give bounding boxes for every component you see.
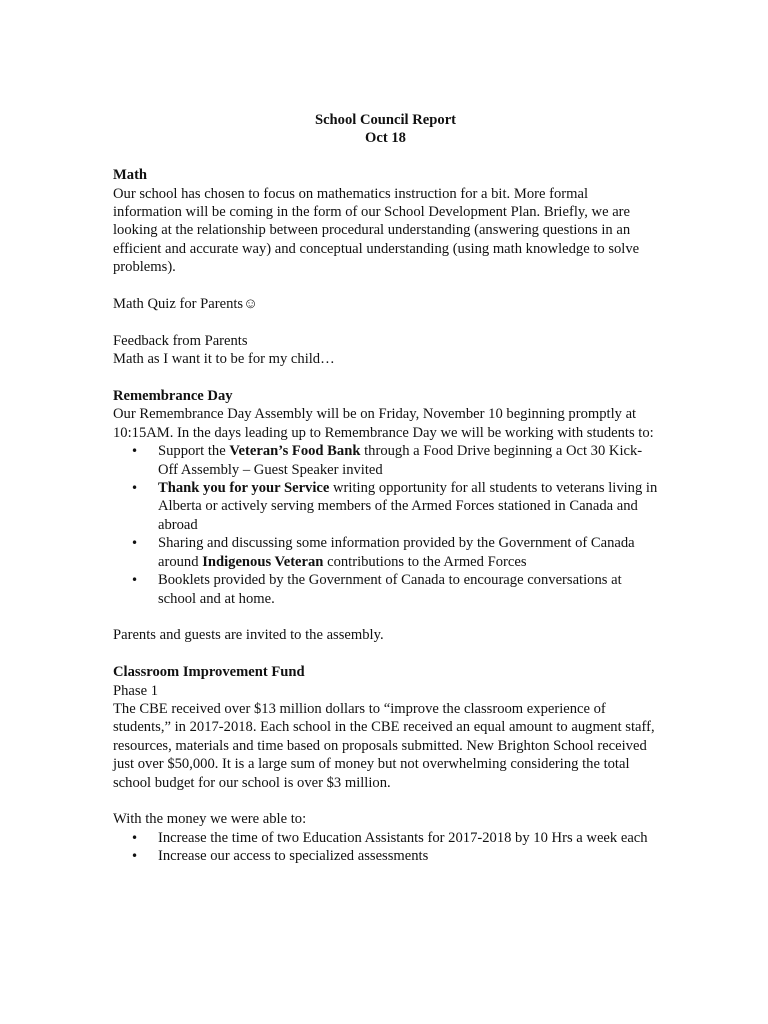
item-emphasis: Indigenous Veteran <box>202 553 324 570</box>
math-body: Our school has chosen to focus on mathematics instruction for a bit. More formal information will be coming in the form of our School Development Plan. Briefly, we are looking at the relationship between procedural understanding (answering questions in an efficient and accurate way) and conceptual understanding (using math knowledge to solve problems). <box>113 185 640 276</box>
list-item <box>113 847 658 865</box>
item-text: Increase our access to specialized assessments <box>158 848 429 865</box>
spacer <box>113 277 658 295</box>
list-item <box>113 534 658 571</box>
spacer <box>113 645 658 663</box>
spacer <box>113 369 658 387</box>
spacer <box>113 792 658 810</box>
remembrance-closing: Parents and guests are invited to the assembly. <box>113 627 384 644</box>
list-item <box>113 479 658 534</box>
item-text: Sharing and discussing some information provided by the Government of Canada around <box>158 535 635 570</box>
list-item <box>113 442 658 479</box>
item-emphasis: Thank you for your Service <box>158 480 330 497</box>
remembrance-intro: Our Remembrance Day Assembly will be on Friday, November 10 beginning promptly at 10:15AM. In the days leading up to Remembrance Day we will be working with students to: <box>113 406 654 441</box>
spacer <box>113 313 658 331</box>
document-date: Oct 18 <box>365 130 406 147</box>
feedback-line: Math as I want it to be for my child… <box>113 351 335 368</box>
bullet-icon: • <box>131 573 139 588</box>
bullet-icon: • <box>131 444 139 459</box>
item-text: writing opportunity for all students to veterans living in Alberta or actively serving members of the Armed Forces stationed in Canada and abroad <box>158 480 658 533</box>
spacer <box>113 608 658 626</box>
item-text: Increase the time of two Education Assistants for 2017-2018 by 10 Hrs a week each <box>158 829 648 846</box>
fund-body: The CBE received over $13 million dollars to “improve the classroom experience of students,” in 2017-2018. Each school in the CBE received an equal amount to augment staff, resources, materials and time based on proposals submitted. New Brighton School received just over $50,000. It is a large sum of money but not overwhelming considering the total school budget for our school is over $3 million. <box>113 700 655 791</box>
bullet-icon: • <box>131 830 139 845</box>
fund-list <box>113 829 658 866</box>
item-emphasis: Veteran’s Food Bank <box>229 443 361 460</box>
spacer <box>113 148 658 166</box>
list-item <box>113 571 658 608</box>
item-text: Booklets provided by the Government of Canada to encourage conversations at school and at home. <box>158 572 622 607</box>
item-text: Support the <box>158 443 230 460</box>
math-heading: Math <box>113 167 148 184</box>
remembrance-list <box>113 442 658 608</box>
bullet-icon: • <box>131 536 139 551</box>
fund-heading: Classroom Improvement Fund <box>113 664 305 681</box>
document-title: School Council Report <box>314 112 457 128</box>
math-quiz-line: Math Quiz for Parents☺ <box>113 296 258 313</box>
item-text: through a Food Drive beginning a Oct 30 Kick-Off Assembly – Guest Speaker invited <box>158 443 643 478</box>
list-item <box>113 829 658 847</box>
bullet-icon: • <box>131 849 139 864</box>
feedback-title: Feedback from Parents <box>113 332 248 349</box>
remembrance-heading: Remembrance Day <box>113 388 233 405</box>
item-text: contributions to the Armed Forces <box>323 553 527 570</box>
document-page <box>113 111 658 866</box>
fund-phase: Phase 1 <box>113 682 158 699</box>
bullet-icon: • <box>131 481 139 496</box>
fund-lead: With the money we were able to: <box>113 811 307 828</box>
